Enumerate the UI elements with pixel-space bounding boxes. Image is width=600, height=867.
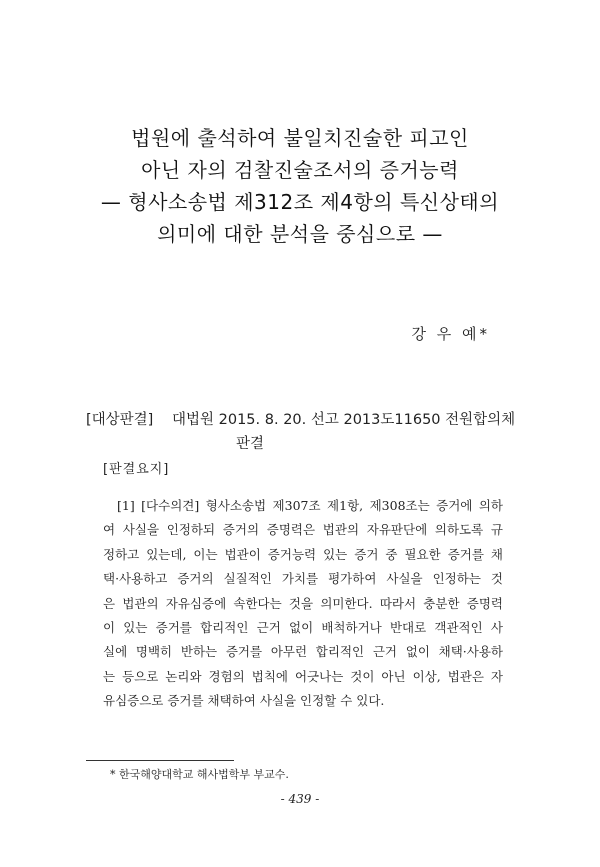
title-line-2: 아닌 자의 검찰진술조서의 증거능력 [141, 158, 459, 182]
title-line-4: 의미에 대한 분석을 중심으로 — [157, 222, 443, 246]
article-title [40, 122, 560, 250]
summary-line: 정하고 있는데, 이는 법관이 증거능력 있는 증거 중 필요한 증거를 채 [103, 546, 503, 562]
author-name: 강 우 예* [411, 325, 490, 343]
summary-line: 여 사실을 인정하되 증거의 증명력은 법관의 자유판단에 의하도록 규 [103, 522, 503, 538]
footnote: * 한국해양대학교 해사법학부 부교수. [110, 768, 289, 781]
summary-line: 유심증으로 증거를 채택하여 사실을 인정할 수 있다. [103, 693, 385, 709]
summary-line: 실에 명백히 반하는 증거를 아무런 합리적인 근거 없이 채택·사용하 [103, 644, 503, 660]
summary-heading: [판결요지] [103, 462, 170, 477]
summary-line: 는 등으로 논리와 경험의 법칙에 어긋나는 것이 아닌 이상, 법관은 자 [103, 668, 503, 684]
summary-line: [1] [다수의견] 형사소송법 제307조 제1항, 제308조는 증거에 의하 [117, 498, 503, 513]
page-number: - 439 - [280, 792, 320, 806]
target-judgment-text-line-2: 판결 [236, 436, 265, 452]
target-judgment-text-line-1: 대법원 2015. 8. 20. 선고 2013도11650 전원합의체 [172, 412, 516, 428]
footnote-divider [86, 760, 234, 761]
summary-line: 택·사용하고 증거의 실질적인 가치를 평가하여 사실을 인정하는 것 [103, 571, 503, 587]
title-line-1: 법원에 출석하여 불일치진술한 피고인 [131, 126, 469, 150]
summary-line: 은 법관의 자유심증에 속한다는 것을 의미한다. 따라서 충분한 증명력 [103, 595, 503, 611]
target-judgment-label: [대상판결] [86, 412, 154, 428]
title-line-3: — 형사소송법 제312조 제4항의 특신상태의 [100, 190, 500, 214]
summary-body [103, 494, 503, 714]
summary-line: 이 있는 증거를 합리적인 근거 없이 배척하거나 반대로 객관적인 사 [103, 620, 503, 636]
